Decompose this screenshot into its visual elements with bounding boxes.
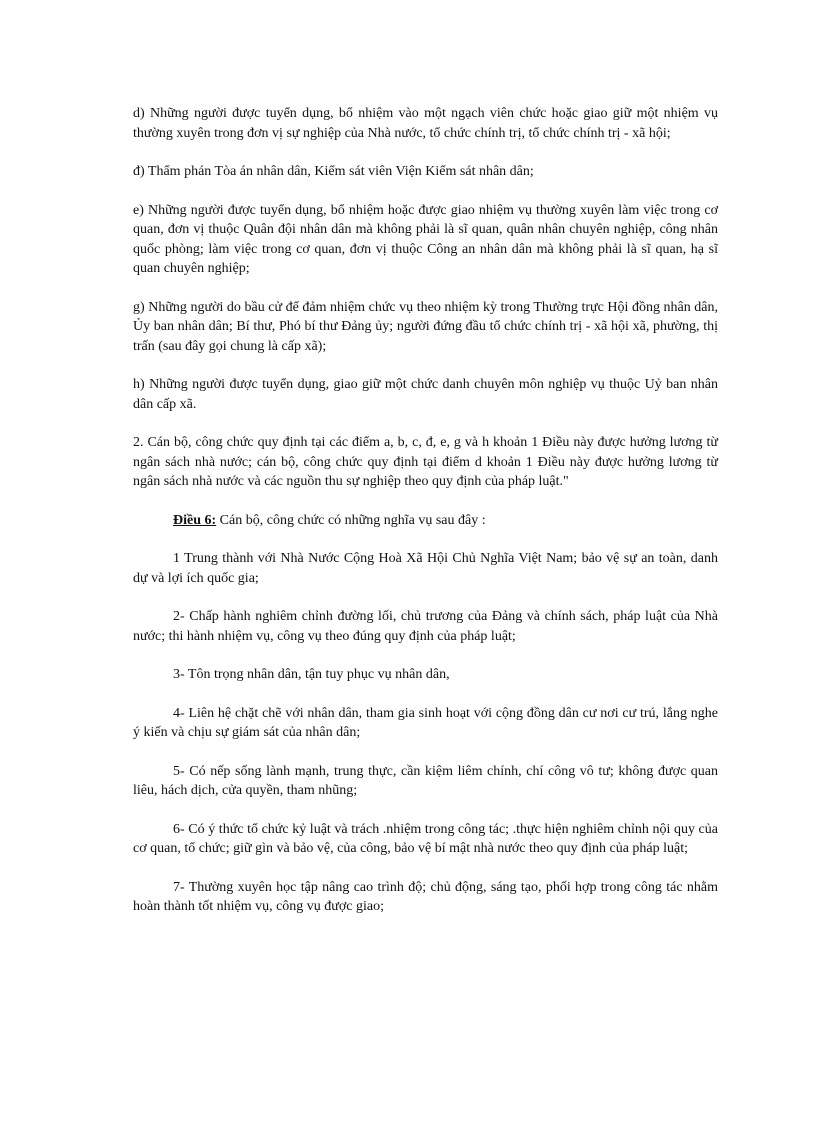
duty-item-2: 2- Chấp hành nghiêm chỉnh đường lối, chủ trương của Đảng và chính sách, pháp luật của Nhà nước; thi hành nhiệm vụ, công vụ theo đúng quy định của pháp luật; [133,609,718,644]
duty-item-6: 6- Có ý thức tổ chức kỷ luật và trách .nhiệm trong công tác; .thực hiện nghiêm chỉnh nội quy của cơ quan, tổ chức; giữ gìn và bảo vệ, của công, bảo vệ bí mật nhà nước theo quy định của pháp luật; [133,821,718,856]
paragraph-item-dd: đ) Thẩm phán Tòa án nhân dân, Kiểm sát viên Viện Kiểm sát nhân dân; [133,164,534,179]
article-heading: Điều 6: [173,512,217,528]
duty-item-4: 4- Liên hệ chặt chẽ với nhân dân, tham gia sinh hoạt với cộng đồng dân cư nơi cư trú, lắng nghe ý kiến và chịu sự giám sát của nhân dân; [133,705,718,740]
duty-item-1: 1 Trung thành với Nhà Nước Cộng Hoà Xã Hội Chủ Nghĩa Việt Nam; bảo vệ sự an toàn, danh dự và lợi ích quốc gia; [133,551,718,586]
paragraph-clause-2: 2. Cán bộ, công chức quy định tại các điểm a, b, c, đ, e, g và h khoản 1 Điều này được hưởng lương từ ngân sách nhà nước; cán bộ, công chức quy định tại điểm d khoản 1 Điều này được hưởng lương từ ngân sách nhà nước và các nguồn thu sự nghiệp theo quy định của pháp luật." [133,435,718,489]
document-body [133,104,718,936]
paragraph-item-e: e) Những người được tuyển dụng, bổ nhiệm hoặc được giao nhiệm vụ thường xuyên làm việc trong cơ quan, đơn vị thuộc Quân đội nhân dân mà không phải là sĩ quan, quân nhân chuyên nghiệp, công nhân quốc phòng; làm việc trong cơ quan, đơn vị thuộc Công an nhân dân mà không phải là sĩ quan, hạ sĩ quan chuyên nghiệp; [133,202,718,276]
duty-item-3: 3- Tôn trọng nhân dân, tận tuy phục vụ nhân dân, [173,667,450,682]
paragraph-item-h: h) Những người được tuyển dụng, giao giữ một chức danh chuyên môn nghiệp vụ thuộc Uỷ ban nhân dân cấp xã. [133,377,718,412]
duty-item-7: 7- Thường xuyên học tập nâng cao trình độ; chủ động, sáng tạo, phối hợp trong công tác nhằm hoàn thành tốt nhiệm vụ, công vụ được giao; [133,879,718,914]
paragraph-item-d: d) Những người được tuyển dụng, bổ nhiệm vào một ngạch viên chức hoặc giao giữ một nhiệm vụ thường xuyên trong đơn vị sự nghiệp của Nhà nước, tổ chức chính trị, tổ chức chính trị - xã hội; [133,106,718,141]
article-intro-text: Cán bộ, công chức có những nghĩa vụ sau đây : [216,512,486,528]
article-6-intro [133,511,718,531]
paragraph-item-g: g) Những người do bầu cử để đảm nhiệm chức vụ theo nhiệm kỳ trong Thường trực Hội đồng nhân dân, Ủy ban nhân dân; Bí thư, Phó bí thư Đảng ủy; người đứng đầu tổ chức chính trị - xã hội xã, phường, thị trấn (sau đây gọi chung là cấp xã); [133,299,718,354]
duty-item-5: 5- Có nếp sống lành mạnh, trung thực, cần kiệm liêm chính, chí công vô tư; không được quan liêu, hách dịch, cửa quyền, tham nhũng; [133,763,718,798]
